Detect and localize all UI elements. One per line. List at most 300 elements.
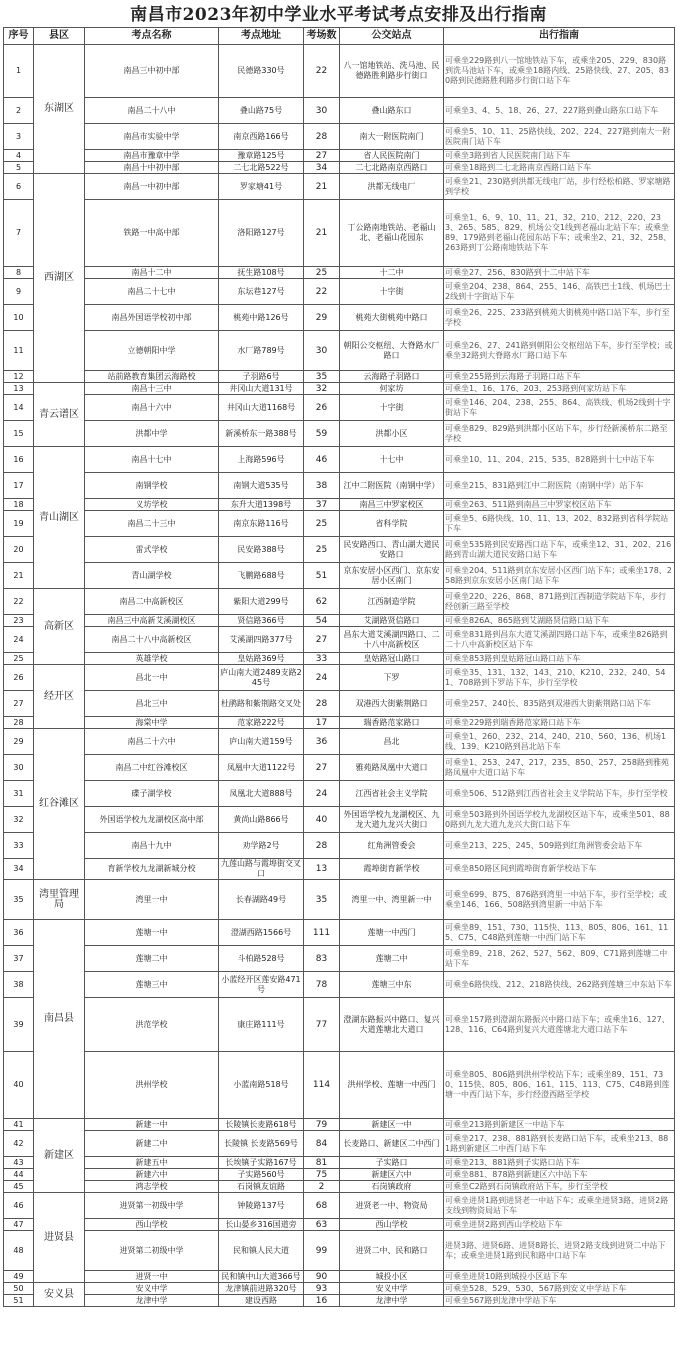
site-address: 长陵镇 长麦路569号 [219,1131,304,1157]
room-count: 16 [304,1295,340,1307]
bus-stop: 八一馆地铁站、洗马池、民德路胜利路步行街口 [340,45,444,98]
site-name: 南昌十二中 [85,267,219,279]
bus-stop: 云海路子羽路口 [340,371,444,383]
room-count: 40 [304,807,340,833]
site-name: 新建一中 [85,1119,219,1131]
travel-guide: 可乘坐26、27、241路到朝阳公交枢纽站下车，步行至学校；或乘坐32路到大脊路水厂路口站下车 [444,331,675,371]
row-number: 35 [4,880,34,920]
bus-stop: 何家坊 [340,383,444,395]
travel-guide: 可乘坐10、11、204、215、535、828路到十七中站下车 [444,447,675,473]
site-name: 铁路一中高中部 [85,200,219,267]
table-row [4,371,675,383]
site-name: 南昌二十六中 [85,729,219,755]
site-address: 贤信路366号 [219,615,304,627]
bus-stop: 江中二附医院（南钢中学） [340,473,444,499]
row-number: 21 [4,563,34,589]
row-number: 51 [4,1295,34,1307]
room-count: 25 [304,511,340,537]
site-name: 南昌十六中 [85,395,219,421]
site-address: 二七北路522号 [219,162,304,174]
table-row [4,383,675,395]
room-count: 63 [304,1219,340,1231]
site-name: 南昌三中高新艾溪湖校区 [85,615,219,627]
site-name: 洪州学校 [85,1052,219,1119]
row-number: 30 [4,755,34,781]
travel-guide: 可乘坐进贤1路到进贤老一中站下车；或乘坐进贤3路、进贤2路支线到物资局站下车 [444,1193,675,1219]
bus-stop: 莲塘一中西门 [340,920,444,946]
travel-guide: 可乘坐27、256、830路到十二中站下车 [444,267,675,279]
site-address: 凤凰中大道1122号 [219,755,304,781]
row-number: 34 [4,859,34,880]
bus-stop: 艾湖路贤信路口 [340,615,444,627]
travel-guide: 可乘坐217、238、881路到长麦路口站下车，或乘坐213、881路到新建区二中西门站下车 [444,1131,675,1157]
row-number: 40 [4,1052,34,1119]
site-name: 南昌市豫章中学 [85,150,219,162]
travel-guide: 可乘坐204、511路到京东安居小区西门站下车；或乘坐178、258路到京东安居小区南门站下车 [444,563,675,589]
travel-guide: 可乘坐146、204、238、255、864、高铁线、机场2线到十字街站下车 [444,395,675,421]
site-name: 立德朝阳中学 [85,331,219,371]
room-count: 68 [304,1193,340,1219]
table-row [4,162,675,174]
table-row [4,998,675,1052]
site-name: 进贤第二初级中学 [85,1231,219,1271]
row-number: 25 [4,653,34,665]
header-cell: 县区 [34,28,85,45]
room-count: 22 [304,279,340,305]
table-row [4,717,675,729]
row-number: 45 [4,1181,34,1193]
site-address: 洛阳路127号 [219,200,304,267]
room-count: 13 [304,859,340,880]
row-number: 46 [4,1193,34,1219]
table-row [4,1119,675,1131]
bus-stop: 下罗 [340,665,444,691]
room-count: 77 [304,998,340,1052]
table-row [4,880,675,920]
room-count: 27 [304,755,340,781]
bus-stop: 十字街 [340,279,444,305]
bus-stop: 江西省社会主义学院 [340,781,444,807]
room-count: 22 [304,45,340,98]
header-cell: 出行指南 [444,28,675,45]
room-count: 28 [304,691,340,717]
room-count: 83 [304,946,340,972]
site-address: 黄尚山路866号 [219,807,304,833]
row-number: 7 [4,200,34,267]
site-name: 南昌十七中 [85,447,219,473]
row-number: 5 [4,162,34,174]
site-name: 英雄学校 [85,653,219,665]
travel-guide: 可乘坐进贤2路到西山学校站下车 [444,1219,675,1231]
bus-stop: 莲塘二中 [340,946,444,972]
room-count: 34 [304,162,340,174]
row-number: 10 [4,305,34,331]
travel-guide: 可乘坐3路到省人民医院南门站下车 [444,150,675,162]
table-row [4,563,675,589]
bus-stop: 昌东大道艾溪湖四路口、二十八中高新校区 [340,627,444,653]
site-name: 南昌二十八中高新校区 [85,627,219,653]
table-row [4,511,675,537]
site-name: 南昌一中初中部 [85,174,219,200]
site-name: 南昌市实验中学 [85,124,219,150]
bus-stop: 莲塘三中东 [340,972,444,998]
travel-guide: 可乘坐215、831路到江中二附医院（南钢中学）站下车 [444,473,675,499]
site-name: 南昌二十七中 [85,279,219,305]
site-name: 莲塘二中 [85,946,219,972]
site-address: 南京西路166号 [219,124,304,150]
row-number: 42 [4,1131,34,1157]
travel-guide: 可乘坐257、240长、835路到双港西大街紫荆路口站下车 [444,691,675,717]
site-address: 上海路596号 [219,447,304,473]
room-count: 36 [304,729,340,755]
row-number: 23 [4,615,34,627]
site-address: 庐山南大道159号 [219,729,304,755]
site-address: 井冈山大道1168号 [219,395,304,421]
table-header-row [4,28,675,45]
bus-stop: 南昌三中罗家校区 [340,499,444,511]
table-row [4,331,675,371]
row-number: 20 [4,537,34,563]
room-count: 21 [304,174,340,200]
table-row [4,920,675,946]
table-row [4,98,675,124]
room-count: 28 [304,124,340,150]
room-count: 78 [304,972,340,998]
travel-guide: 可乘坐853路到皇姑路冠山路口站下车 [444,653,675,665]
table-row [4,691,675,717]
bus-stop: 洪州学校、莲塘一中西门 [340,1052,444,1119]
room-count: 25 [304,537,340,563]
room-count: 81 [304,1157,340,1169]
travel-guide: 可乘坐229路到瑞香路范家路口站下车 [444,717,675,729]
travel-guide: 可乘坐255路到云海路子羽路口站下车 [444,371,675,383]
table-row [4,1181,675,1193]
district-cell: 进贤县 [34,1193,85,1283]
row-number: 43 [4,1157,34,1169]
table-row [4,859,675,880]
travel-guide: 可乘坐89、218、262、527、562、809、C71路到莲塘二中站下车 [444,946,675,972]
row-number: 14 [4,395,34,421]
bus-stop: 新建区一中 [340,1119,444,1131]
travel-guide: 可乘坐506、512路到江西省社会主义学院站下车，步行至学校 [444,781,675,807]
table-row [4,653,675,665]
room-count: 29 [304,305,340,331]
site-address: 民和镇人民大道 [219,1231,304,1271]
bus-stop: 长麦路口、新建区二中西门 [340,1131,444,1157]
site-name: 进贤一中 [85,1271,219,1283]
table-row [4,781,675,807]
travel-guide: 可乘坐850路区间到霞埠街育新学校站下车 [444,859,675,880]
district-cell: 西湖区 [34,174,85,383]
bus-stop: 安义中学 [340,1283,444,1295]
row-number: 1 [4,45,34,98]
site-address: 南京东路116号 [219,511,304,537]
site-address: 南钢大道535号 [219,473,304,499]
site-address: 斗柏路528号 [219,946,304,972]
bus-stop: 瑞香路范家路口 [340,717,444,729]
row-number: 50 [4,1283,34,1295]
travel-guide: 进贤3路、进贤6路、进贤8路长、进贤2路支线到进贤二中站下车；或乘坐进贤1路到民和路中口站下车 [444,1231,675,1271]
site-name: 安义中学 [85,1283,219,1295]
table-row [4,1169,675,1181]
row-number: 18 [4,499,34,511]
room-count: 114 [304,1052,340,1119]
room-count: 35 [304,880,340,920]
site-address: 叠山路75号 [219,98,304,124]
site-address: 艾溪湖四路377号 [219,627,304,653]
table-row [4,124,675,150]
table-row [4,45,675,98]
bus-stop: 皇姑路冠山路口 [340,653,444,665]
table-row [4,729,675,755]
row-number: 39 [4,998,34,1052]
site-name: 南昌外国语学校初中部 [85,305,219,331]
site-name: 南昌三中初中部 [85,45,219,98]
site-address: 子实路560号 [219,1169,304,1181]
travel-guide: 可乘坐1、253、247、217、235、850、257、258路到雅苑路凤凰中大道口站下车 [444,755,675,781]
table-row [4,305,675,331]
site-address: 九莲山路与霞埠街交叉口 [219,859,304,880]
travel-guide: 可乘坐829、829路到洪都小区站下车，步行经新溪桥东二路至学校 [444,421,675,447]
table-row [4,1295,675,1307]
row-number: 26 [4,665,34,691]
bus-stop: 南大一附医院南门 [340,124,444,150]
site-name: 新建六中 [85,1169,219,1181]
site-address: 豫章路125号 [219,150,304,162]
travel-guide: 可乘坐21、230路到洪都无线电厂站，步行经松柏路、罗家塘路到学校 [444,174,675,200]
site-address: 东升大道1398号 [219,499,304,511]
travel-guide: 可乘坐204、238、864、255、146、高铁巴士1线、机场巴士2线到十字街站下车 [444,279,675,305]
bus-stop: 叠山路东口 [340,98,444,124]
row-number: 36 [4,920,34,946]
travel-guide: 可乘坐157路到澄湖东路振兴中路口站下车；或乘坐16、127、128、116、C64路到复兴大道莲塘北大道口站下车 [444,998,675,1052]
bus-stop: 外国语学校九龙湖校区、九龙大道九龙兴大街口 [340,807,444,833]
site-address: 民德路330号 [219,45,304,98]
table-row [4,279,675,305]
room-count: 25 [304,267,340,279]
bus-stop: 红角洲管委会 [340,833,444,859]
table-row [4,627,675,653]
site-address: 庐山南大道2489支路245号 [219,665,304,691]
row-number: 47 [4,1219,34,1231]
room-count: 35 [304,371,340,383]
header-cell: 序号 [4,28,34,45]
travel-guide: 可乘坐220、226、868、871路到江西制造学院站下车，步行经创新三路至学校 [444,589,675,615]
room-count: 27 [304,627,340,653]
table-row [4,1271,675,1283]
table-row [4,267,675,279]
bus-stop: 霞埠街育新学校 [340,859,444,880]
table-row [4,395,675,421]
site-name: 莲塘三中 [85,972,219,998]
table-row [4,1283,675,1295]
bus-stop: 民安路西口、青山湖大道民安路口 [340,537,444,563]
row-number: 22 [4,589,34,615]
bus-stop: 省人民医院南门 [340,150,444,162]
table-row [4,499,675,511]
table-row [4,589,675,615]
row-number: 11 [4,331,34,371]
site-name: 洪范学校 [85,998,219,1052]
bus-stop: 龙津中学 [340,1295,444,1307]
travel-guide: 可乘坐1、260、232、214、240、210、560、136、机场1线、139、K210路到昌北站下车 [444,729,675,755]
site-name: 外国语学校九龙湖校区高中部 [85,807,219,833]
district-cell: 新建区 [34,1119,85,1193]
travel-guide: 可乘坐263、511路到南昌三中罗家校区站下车 [444,499,675,511]
room-count: 37 [304,499,340,511]
site-name: 莲塘一中 [85,920,219,946]
header-cell: 公交站点 [340,28,444,45]
site-address: 民和镇中山大道366号 [219,1271,304,1283]
room-count: 46 [304,447,340,473]
site-address: 桃苑中路126号 [219,305,304,331]
bus-stop: 洪都小区 [340,421,444,447]
row-number: 4 [4,150,34,162]
row-number: 48 [4,1231,34,1271]
room-count: 38 [304,473,340,499]
room-count: 21 [304,200,340,267]
bus-stop: 省科学院 [340,511,444,537]
site-address: 杜鹃路和紫荆路交叉处 [219,691,304,717]
district-cell: 青山湖区 [34,447,85,589]
table-row [4,615,675,627]
row-number: 2 [4,98,34,124]
room-count: 51 [304,563,340,589]
room-count: 17 [304,717,340,729]
travel-guide: 可乘坐C2路到石岗镇政府站下车，步行至学校 [444,1181,675,1193]
table-row [4,150,675,162]
row-number: 41 [4,1119,34,1131]
header-cell: 考点地址 [219,28,304,45]
site-address: 紫阳大道299号 [219,589,304,615]
site-name: 新建五中 [85,1157,219,1169]
travel-guide: 可乘坐6路快线、212、218路快线、262路到莲塘三中东站下车 [444,972,675,998]
site-name: 站前路教育集团云海路校 [85,371,219,383]
room-count: 30 [304,331,340,371]
travel-guide: 可乘坐5、10、11、25路快线、202、224、227路到南大一附医院南门站下车 [444,124,675,150]
room-count: 2 [304,1181,340,1193]
district-cell: 南昌县 [34,920,85,1119]
row-number: 38 [4,972,34,998]
row-number: 37 [4,946,34,972]
travel-guide: 可乘坐699、875、876路到湾里一中站下车，步行至学校；或乘坐146、166、508路到湾里新一中站下车 [444,880,675,920]
row-number: 27 [4,691,34,717]
row-number: 29 [4,729,34,755]
travel-guide: 可乘坐535路到民安路西口站下车，或乘坐12、31、202、216路到青山湖大道民安路口站下车 [444,537,675,563]
row-number: 17 [4,473,34,499]
table-row [4,174,675,200]
site-address: 长山晏乡316国道旁 [219,1219,304,1231]
site-name: 南昌二十三中 [85,511,219,537]
table-row [4,755,675,781]
travel-guide: 可乘坐229路到八一馆地铁站下车，或乘坐205、229、830路到洗马池站下车，或乘坐18路内线、25路快线、27、205、830路到民德路胜利路步行街口站下车 [444,45,675,98]
travel-guide: 可乘坐26、225、233路到桃苑大街桃苑中路口站下车，步行至学校 [444,305,675,331]
row-number: 32 [4,807,34,833]
row-number: 16 [4,447,34,473]
bus-stop: 十二中 [340,267,444,279]
bus-stop: 江西制造学院 [340,589,444,615]
travel-guide: 可乘坐89、151、730、115快、113、805、806、161、115、C75、C48路到莲塘一中西门站下车 [444,920,675,946]
site-name: 湾里一中 [85,880,219,920]
site-name: 龙津中学 [85,1295,219,1307]
site-address: 范家路222号 [219,717,304,729]
district-cell: 安义县 [34,1283,85,1307]
travel-guide: 可乘坐528、529、530、567路到安义中学站下车 [444,1283,675,1295]
site-address: 长春湖路49号 [219,880,304,920]
district-cell: 湾里管理局 [34,880,85,920]
table-row [4,447,675,473]
header-cell: 考点名称 [85,28,219,45]
room-count: 111 [304,920,340,946]
bus-stop: 雅苑路凤凰中大道口 [340,755,444,781]
room-count: 62 [304,589,340,615]
table-row [4,1231,675,1271]
row-number: 8 [4,267,34,279]
row-number: 19 [4,511,34,537]
bus-stop: 洪都无线电厂 [340,174,444,200]
site-address: 飞鹏路688号 [219,563,304,589]
bus-stop: 京东安居小区西门、京东安居小区南门 [340,563,444,589]
site-address: 东坛巷127号 [219,279,304,305]
room-count: 24 [304,781,340,807]
travel-guide: 可乘坐503路到外国语学校九龙湖校区站下车，或乘坐501、880路到九龙大道九龙兴大街口站下车 [444,807,675,833]
site-address: 小蓝经开区莲安路471号 [219,972,304,998]
room-count: 33 [304,653,340,665]
row-number: 31 [4,781,34,807]
site-name: 雷式学校 [85,537,219,563]
site-address: 民安路388号 [219,537,304,563]
table-row [4,946,675,972]
table-row [4,1193,675,1219]
row-number: 12 [4,371,34,383]
site-name: 南昌二中红谷滩校区 [85,755,219,781]
bus-stop: 双港西大街紫荆路口 [340,691,444,717]
room-count: 59 [304,421,340,447]
bus-stop: 丁公路南地铁站、老福山北、老福山花园东 [340,200,444,267]
table-row [4,1052,675,1119]
room-count: 79 [304,1119,340,1131]
travel-guide: 可乘坐1、16、176、203、253路到何家坊站下车 [444,383,675,395]
travel-guide: 可乘坐18路到二七北路南京西路口站下车 [444,162,675,174]
room-count: 75 [304,1169,340,1181]
site-name: 青山湖学校 [85,563,219,589]
site-address: 水厂路789号 [219,331,304,371]
row-number: 3 [4,124,34,150]
table-row [4,833,675,859]
travel-guide: 可乘坐213、225、245、509路到红角洲管委会站下车 [444,833,675,859]
site-name: 西山学校 [85,1219,219,1231]
site-address: 抚生路108号 [219,267,304,279]
bus-stop: 湾里一中、湾里新一中 [340,880,444,920]
travel-guide: 可乘坐213、881路到子实路口站下车 [444,1157,675,1169]
bus-stop: 石岗镇政府 [340,1181,444,1193]
site-name: 南昌十中初中部 [85,162,219,174]
table-row [4,421,675,447]
room-count: 84 [304,1131,340,1157]
table-row [4,473,675,499]
bus-stop: 城投小区 [340,1271,444,1283]
district-cell: 东湖区 [34,45,85,174]
site-name: 新建二中 [85,1131,219,1157]
table-row [4,807,675,833]
bus-stop: 十字街 [340,395,444,421]
travel-guide: 可乘坐进贤10路到城投小区站下车 [444,1271,675,1283]
table-row [4,972,675,998]
site-address: 劝学路2号 [219,833,304,859]
site-address: 罗家塘41号 [219,174,304,200]
header-cell: 考场数 [304,28,340,45]
site-address: 康庄路111号 [219,998,304,1052]
